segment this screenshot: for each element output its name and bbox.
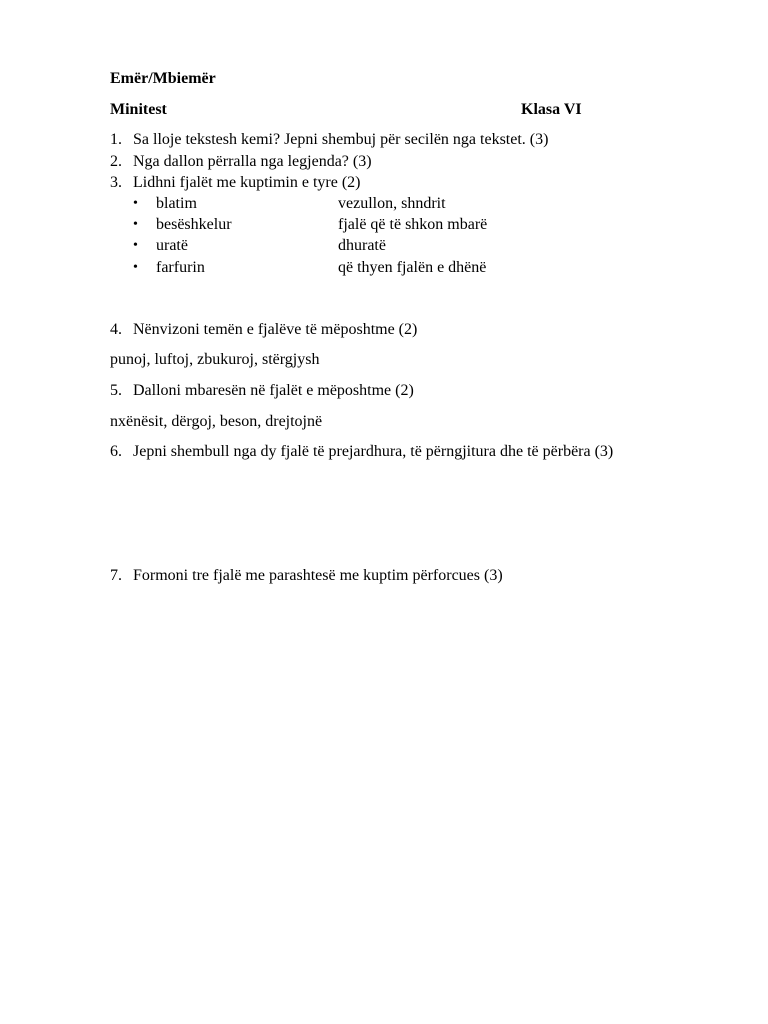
question-7-number: 7. [110, 567, 122, 584]
question-4-text: Nënvizoni temën e fjalëve të mëposhtme (2) [133, 321, 418, 338]
question-5-number: 5. [110, 382, 122, 399]
bullet-icon: • [133, 238, 138, 253]
question-5-words: nxënësit, dërgoj, beson, drejtojnë [110, 413, 323, 430]
question-2-number: 2. [110, 153, 122, 170]
match-word: farfurin [156, 259, 205, 276]
bullet-icon: • [133, 260, 138, 275]
test-title: Minitest [110, 101, 167, 118]
question-4-words: punoj, luftoj, zbukuroj, stërgjysh [110, 351, 320, 368]
match-word: besëshkelur [156, 216, 232, 233]
class-label: Klasa VI [521, 101, 582, 118]
question-4-number: 4. [110, 321, 122, 338]
bullet-icon: • [133, 196, 138, 211]
question-2-text: Nga dallon përralla nga legjenda? (3) [133, 153, 372, 170]
match-meaning: fjalë që të shkon mbarë [338, 216, 488, 233]
question-6-text: Jepni shembull nga dy fjalë të prejardhura, të përngjitura dhe të përbëra (3) [133, 443, 614, 460]
match-word: blatim [156, 195, 197, 212]
question-3-number: 3. [110, 174, 122, 191]
question-1-text: Sa lloje tekstesh kemi? Jepni shembuj për secilën nga tekstet. (3) [133, 131, 549, 148]
match-meaning: vezullon, shndrit [338, 195, 446, 212]
question-6-number: 6. [110, 443, 122, 460]
match-word: uratë [156, 237, 188, 254]
question-3-text: Lidhni fjalët me kuptimin e tyre (2) [133, 174, 361, 191]
question-7-text: Formoni tre fjalë me parashtesë me kuptim përforcues (3) [133, 567, 503, 584]
bullet-icon: • [133, 217, 138, 232]
question-1-number: 1. [110, 131, 122, 148]
match-meaning: dhuratë [338, 237, 386, 254]
name-label: Emër/Mbiemër [110, 70, 216, 87]
match-meaning: që thyen fjalën e dhënë [338, 259, 487, 276]
question-5-text: Dalloni mbaresën në fjalët e mëposhtme (2) [133, 382, 414, 399]
